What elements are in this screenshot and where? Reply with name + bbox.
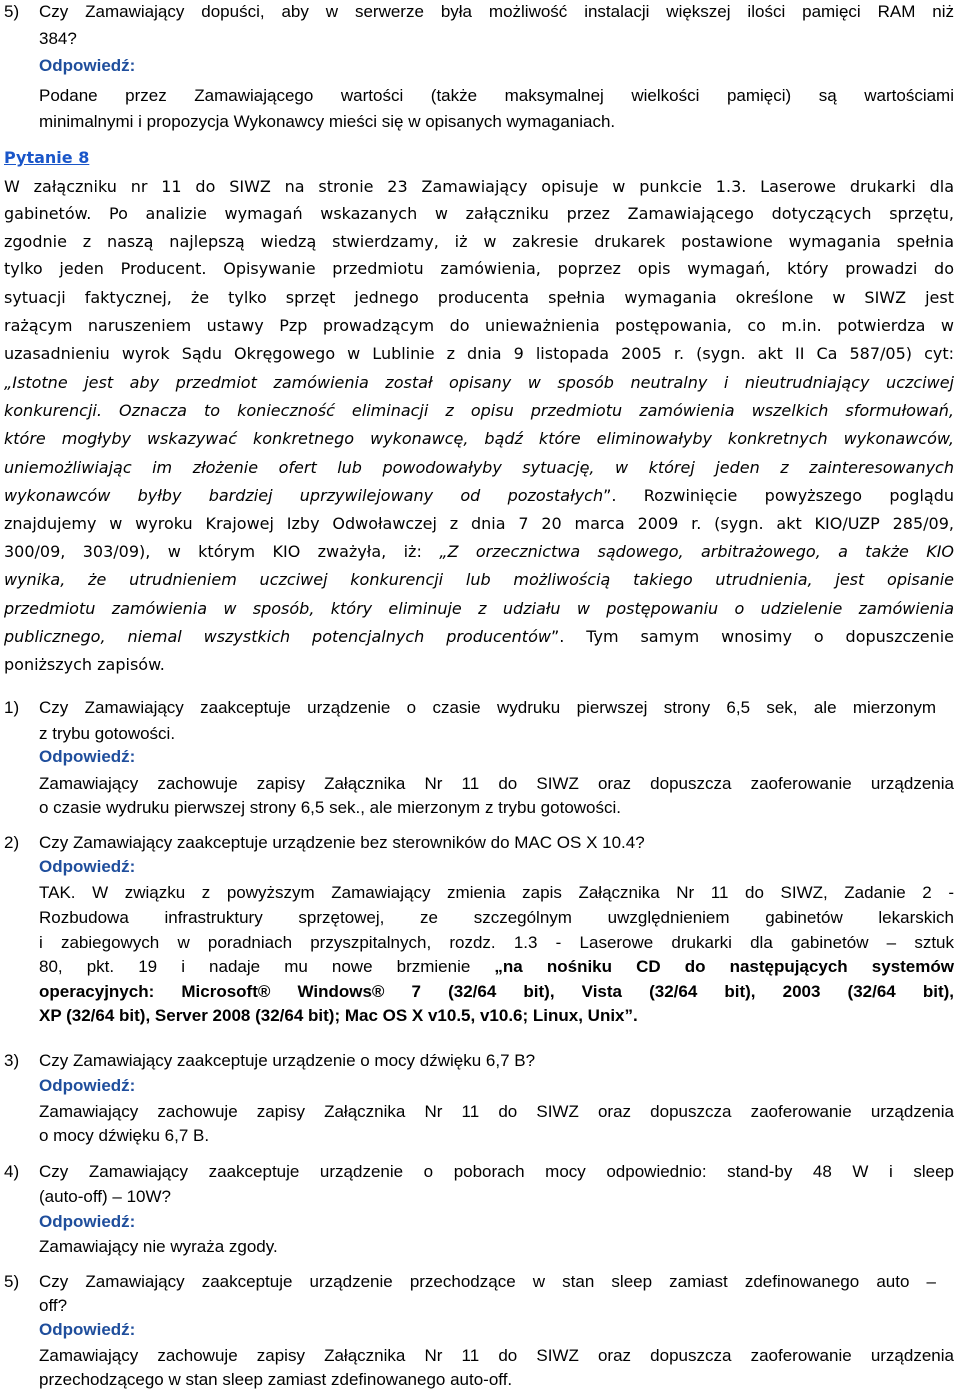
- answer-text: Podane przez Zamawiającego wartości (także maksymalnej wielkości pamięci) są wartościami: [39, 86, 954, 105]
- answer-text: o czasie wydruku pierwszej strony 6,5 sek., ale mierzonym z trybu gotowości.: [39, 798, 622, 817]
- paragraph-line: uzasadnieniu wyrok Sądu Okręgowego w Lublinie z dnia 9 listopada 2005 r. (sygn. akt II Ca 587/05) cyt:: [4, 344, 954, 363]
- answer-text: Zamawiający zachowuje zapisy Załącznika Nr 11 do SIWZ oraz dopuszcza zaoferowanie urządzenia: [39, 1346, 954, 1365]
- answer-label: Odpowiedź:: [39, 857, 136, 876]
- answer-label: Odpowiedź:: [39, 1212, 136, 1231]
- answer-text: XP (32/64 bit), Server 2008 (32/64 bit); Mac OS X v10.5, v10.6; Linux, Unix”.: [39, 1006, 638, 1025]
- question-text: (auto-off) – 10W?: [39, 1187, 171, 1206]
- quote-line: które mogłyby wskazywać konkretnego wykonawcę, bądź które eliminowałyby konkretnych wykonawców,: [4, 429, 954, 448]
- answer-text: Rozbudowa infrastruktury sprzętowej, ze szczególnym uwzględnieniem gabinetów lekarskich: [39, 908, 954, 927]
- question-text: z trybu gotowości.: [39, 724, 176, 743]
- answer-text: Zamawiający zachowuje zapisy Załącznika Nr 11 do SIWZ oraz dopuszcza zaoferowanie urządzenia: [39, 774, 954, 793]
- question-text: Czy Zamawiający zaakceptuje urządzenie bez sterowników do MAC OS X 10.4?: [39, 833, 645, 852]
- quote-line: konkurencji. Oznacza to konieczność eliminacji z opisu przedmiotu zamówienia wszelkich sformułowań,: [4, 401, 954, 420]
- answer-label: Odpowiedź:: [39, 1320, 136, 1339]
- paragraph-line: 300/09, 303/09), w którym KIO zważyła, iż: „Z orzecznictwa sądowego, arbitrażowego, a także KIO: [4, 542, 955, 561]
- paragraph-line: W załączniku nr 11 do SIWZ na stronie 23 Zamawiający opisuje w punkcie 1.3. Laserowe drukarki dla: [4, 177, 954, 196]
- question-text: off?: [39, 1296, 68, 1315]
- question-number: 5): [4, 1272, 20, 1291]
- question-text: Czy Zamawiający zaakceptuje urządzenie przechodzące w stan sleep zamiast zdefinowanego auto –: [39, 1272, 936, 1291]
- answer-label: Odpowiedź:: [39, 1076, 136, 1095]
- paragraph-line: publicznego, niemal wszystkich potencjalnych producentów”. Tym samym wnosimy o dopuszczenie: [4, 627, 955, 646]
- answer-label: Odpowiedź:: [39, 747, 136, 766]
- paragraph-line: sytuacji faktycznej, że tylko sprzęt jednego producenta spełnia wymagania określone w SIWZ jest: [4, 288, 954, 307]
- quote-line: uniemożliwiając im złożenie ofert lub powodowałyby sytuację, w której jeden z zainteresowanych: [4, 458, 954, 477]
- paragraph-line: zgodnie z naszą najlepszą wiedzą stwierdzamy, iż w zakresie drukarek postawione wymagania spełnia: [4, 232, 954, 251]
- paragraph-line: poniższych zapisów.: [4, 655, 165, 674]
- quote-line: przedmiotu zamówienia w sposób, który eliminuje z udziału w postępowaniu o udzielenie zamówienia: [4, 599, 954, 618]
- answer-text: 80, pkt. 19 i nadaje mu nowe brzmienie „na nośniku CD do następujących systemów: [39, 957, 954, 976]
- answer-text: i zabiegowych w poradniach przyszpitalnych, rozdz. 1.3 - Laserowe drukarki dla gabinetów – sztuk: [39, 933, 954, 952]
- answer-text: TAK. W związku z powyższym Zamawiający zmienia zapis Załącznika Nr 11 do SIWZ, Zadanie 2 -: [39, 883, 954, 902]
- quote-line: „Istotne jest aby przedmiot zamówienia został opisany w sposób neutralny i nieutrudniający uczciwej: [4, 373, 954, 392]
- question-text: Czy Zamawiający zaakceptuje urządzenie o mocy dźwięku 6,7 B?: [39, 1051, 536, 1070]
- paragraph-line: wykonawców byłby bardziej uprzywilejowany od pozostałych”. Rozwinięcie powyższego poglądu: [4, 486, 955, 505]
- answer-text: Zamawiający zachowuje zapisy Załącznika Nr 11 do SIWZ oraz dopuszcza zaoferowanie urządzenia: [39, 1102, 954, 1121]
- question-text: Czy Zamawiający zaakceptuje urządzenie o czasie wydruku pierwszej strony 6,5 sek, ale mierzonym: [39, 698, 936, 717]
- answer-text: o mocy dźwięku 6,7 B.: [39, 1126, 210, 1145]
- answer-text: minimalnymi i propozycja Wykonawcy mieści się w opisanych wymaganiach.: [39, 112, 616, 131]
- question-text: Czy Zamawiający dopuści, aby w serwerze była możliwość instalacji większej ilości pamięci RAM niż: [39, 2, 954, 21]
- paragraph-line: znajdujemy w wyroku Krajowej Izby Odwoławczej z dnia 7 20 marca 2009 r. (sygn. akt KIO/UZP 285/09,: [4, 514, 954, 533]
- question-number: 5): [4, 2, 20, 21]
- question-number: 4): [4, 1162, 20, 1181]
- answer-label: Odpowiedź:: [39, 56, 136, 75]
- question-number: 2): [4, 833, 20, 852]
- answer-text: operacyjnych: Microsoft® Windows® 7 (32/64 bit), Vista (32/64 bit), 2003 (32/64 bit),: [39, 982, 954, 1001]
- section-heading[interactable]: Pytanie 8: [4, 148, 90, 167]
- question-text: 384?: [39, 29, 77, 48]
- answer-text: przechodzącego w stan sleep zamiast zdefinowanego auto-off.: [39, 1370, 513, 1389]
- question-number: 1): [4, 698, 20, 717]
- paragraph-line: rażącym naruszeniem ustawy Pzp prowadzącym do unieważnienia postępowania, co m.in. potwierdza w: [4, 316, 954, 335]
- answer-text: Zamawiający nie wyraża zgody.: [39, 1237, 278, 1256]
- quote-line: wynika, że utrudnieniem uczciwej konkurencji lub możliwością takiego utrudnienia, jest opisanie: [4, 570, 954, 589]
- paragraph-line: gabinetów. Po analizie wymagań wskazanych w załączniku przez Zamawiającego dotyczących sprzętu,: [4, 204, 955, 223]
- question-number: 3): [4, 1051, 20, 1070]
- paragraph-line: tylko jeden Producent. Opisywanie przedmiotu zamówienia, poprzez opis wymagań, który prowadzi do: [4, 259, 954, 278]
- question-text: Czy Zamawiający zaakceptuje urządzenie o poborach mocy odpowiednio: stand-by 48 W i sleep: [39, 1162, 954, 1181]
